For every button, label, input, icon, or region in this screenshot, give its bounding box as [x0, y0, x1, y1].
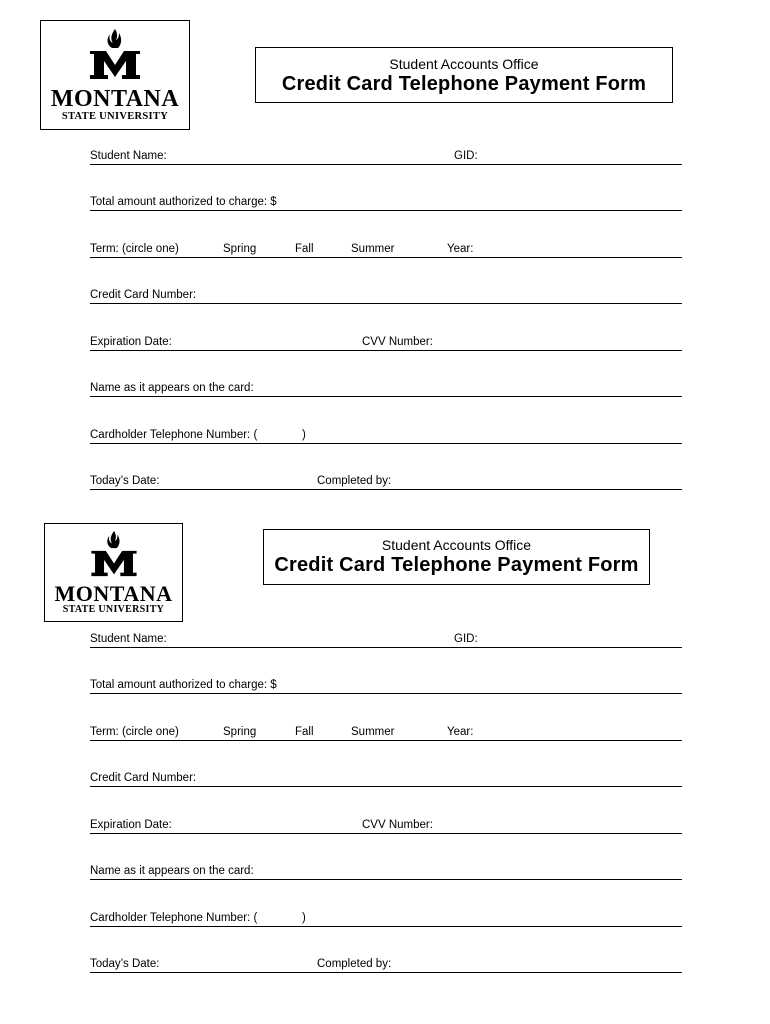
cvv-label: CVV Number: [362, 335, 433, 348]
office-name: Student Accounts Office [389, 56, 539, 72]
gid-label: GID: [454, 632, 478, 645]
logo-subtitle: STATE UNIVERSITY [61, 111, 169, 122]
card-number-label: Credit Card Number: [90, 771, 197, 784]
term-option-fall[interactable]: Fall [295, 242, 314, 255]
term-field[interactable] [90, 721, 682, 741]
name-on-card-field[interactable] [90, 860, 682, 880]
term-option-spring[interactable]: Spring [223, 725, 257, 738]
phone-paren-close: ) [302, 428, 306, 441]
completed-by-label: Completed by: [317, 957, 392, 970]
term-label: Term: (circle one) [90, 725, 179, 738]
msu-m-flame-icon [86, 529, 142, 580]
total-amount-field[interactable] [90, 674, 682, 694]
logo-subtitle: STATE UNIVERSITY [62, 604, 165, 615]
cvv-label: CVV Number: [362, 818, 433, 831]
logo-name: MONTANA [54, 581, 173, 606]
expiration-field[interactable] [90, 814, 682, 834]
term-option-summer[interactable]: Summer [351, 242, 395, 255]
form-title-box [263, 529, 650, 585]
term-option-summer[interactable]: Summer [351, 725, 395, 738]
student-name-field[interactable] [90, 628, 682, 648]
form-title: Credit Card Telephone Payment Form [281, 73, 647, 95]
expiration-label: Expiration Date: [90, 818, 172, 831]
student-name-label: Student Name: [90, 632, 167, 645]
logo-name: MONTANA [50, 86, 180, 112]
term-option-spring[interactable]: Spring [223, 242, 257, 255]
year-label: Year: [447, 242, 474, 255]
total-amount-label: Total amount authorized to charge: $ [90, 195, 277, 208]
form-title: Credit Card Telephone Payment Form [274, 554, 639, 576]
office-name: Student Accounts Office [381, 537, 532, 553]
total-amount-label: Total amount authorized to charge: $ [90, 678, 277, 691]
msu-logo [44, 523, 183, 622]
card-number-field[interactable] [90, 767, 682, 787]
completed-by-label: Completed by: [317, 474, 392, 487]
name-on-card-label: Name as it appears on the card: [90, 381, 254, 394]
name-on-card-label: Name as it appears on the card: [90, 864, 254, 877]
card-number-label: Credit Card Number: [90, 288, 197, 301]
todays-date-label: Today’s Date: [90, 474, 160, 487]
phone-label: Cardholder Telephone Number: ( [90, 428, 258, 441]
term-option-fall[interactable]: Fall [295, 725, 314, 738]
phone-field[interactable] [90, 907, 682, 927]
term-label: Term: (circle one) [90, 242, 179, 255]
student-name-label: Student Name: [90, 149, 167, 162]
year-label: Year: [447, 725, 474, 738]
todays-date-label: Today’s Date: [90, 957, 160, 970]
todays-date-field[interactable] [90, 953, 682, 973]
phone-paren-close: ) [302, 911, 306, 924]
expiration-label: Expiration Date: [90, 335, 172, 348]
gid-label: GID: [454, 149, 478, 162]
phone-label: Cardholder Telephone Number: ( [90, 911, 258, 924]
